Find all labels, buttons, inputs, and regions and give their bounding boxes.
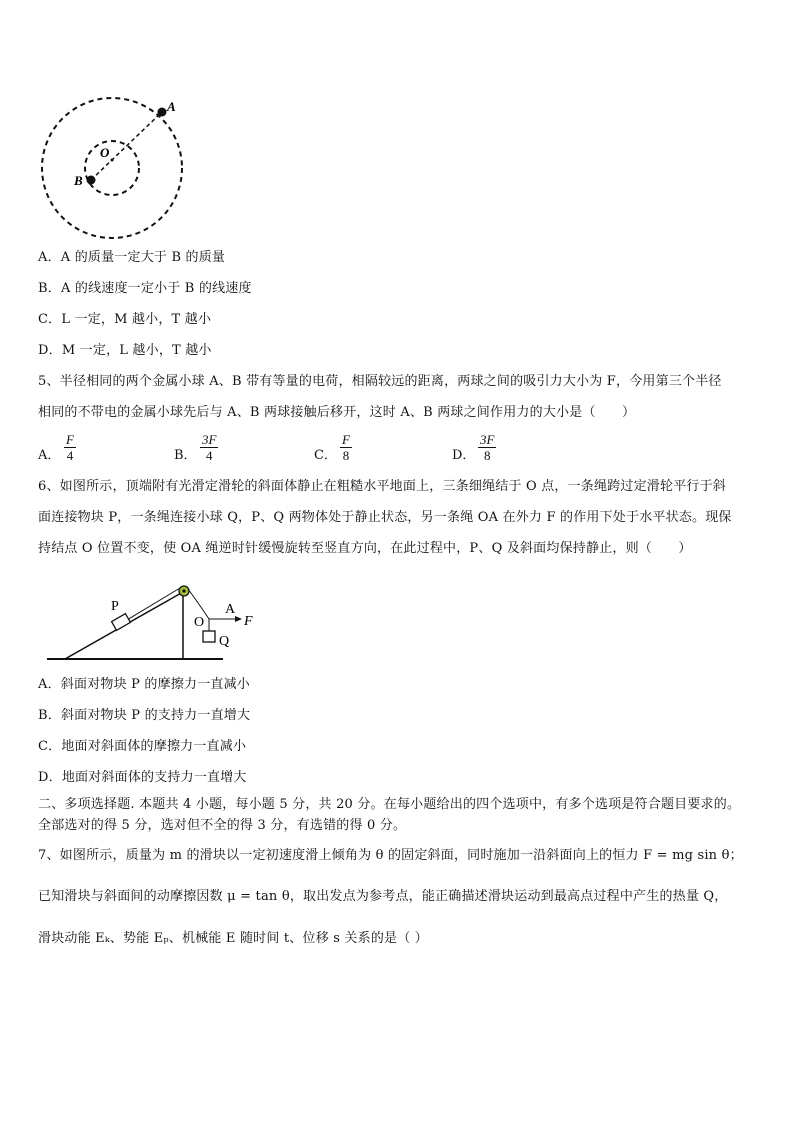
q6-stem-line1: 6、如图所示，顶端附有光滑定滑轮的斜面体静止在粗糙水平地面上，三条细绳结于 O 点，一条绳跨过定滑轮平行于斜 (38, 479, 726, 494)
point-b-dot (87, 176, 96, 185)
pulley-axle (182, 589, 185, 592)
q5-option-b-label: B． (174, 448, 197, 463)
q4-option-a: A．A 的质量一定大于 B 的质量 (38, 250, 226, 265)
q6-stem-line2: 面连接物块 P，一条绳连接小球 Q，P、Q 两物体处于静止状态，另一条绳 OA 在外力 F 的作用下处于水平状态。现保 (38, 510, 732, 525)
q6-option-c: C．地面对斜面体的摩擦力一直减小 (38, 739, 247, 754)
rope-to-p (127, 588, 180, 620)
q5-option-c-denominator: 8 (342, 448, 350, 463)
block-p (112, 614, 131, 631)
q7-stem-line2: 已知滑块与斜面间的动摩擦因数 μ = tan θ，取出发点为参考点，能正确描述滑块运动到最高点过程中产生的热量 Q， (38, 889, 728, 904)
label-o: O (194, 615, 205, 630)
incline-pulley-figure (45, 575, 275, 670)
force-arrowhead (235, 616, 242, 622)
q5-option-a-numerator: F (66, 432, 74, 447)
center-dot (111, 159, 114, 162)
q6-option-d: D．地面对斜面体的支持力一直增大 (38, 770, 247, 785)
label-o: O (100, 145, 110, 160)
q5-option-d-numerator: 3F (480, 432, 495, 447)
concentric-orbit-figure (30, 90, 200, 240)
label-b: B (74, 173, 83, 188)
q6-stem-line3: 持结点 O 位置不变，使 OA 绳逆时针缓慢旋转至竖直方向，在此过程中，P、Q 及斜面均保持静止，则（ ） (38, 541, 692, 556)
q5-option-a-fraction (64, 432, 76, 463)
q5-option-b-fraction (200, 432, 218, 463)
q5-option-d-label: D． (452, 448, 476, 463)
label-a: A (167, 99, 176, 114)
q4-option-d: D．M 一定，L 越小，T 越小 (38, 343, 212, 358)
label-q: Q (219, 634, 230, 649)
q5-stem-line1: 5、半径相同的两个金属小球 A、B 带有等量的电荷，相隔较远的距离，两球之间的吸引力大小为 F，今用第三个半径 (38, 374, 722, 389)
label-f: F (244, 614, 253, 629)
q6-option-b: B．斜面对物块 P 的支持力一直增大 (38, 708, 251, 723)
inner-orbit-circle (85, 141, 139, 195)
q5-option-c-label: C． (314, 448, 337, 463)
section2-heading-line1: 二、多项选择题. 本题共 4 小题，每小题 5 分，共 20 分。在每小题给出的四个选项中，有多个选项是符合题目要求的。 (38, 797, 741, 812)
q5-option-c-fraction (340, 432, 352, 463)
q7-stem-line3: 滑块动能 Eₖ、势能 Eₚ、机械能 E 随时间 t、位移 s 关系的是（ ） (38, 931, 428, 946)
point-a-dot (158, 108, 167, 117)
label-a: A (225, 602, 236, 617)
q5-option-c-numerator: F (342, 432, 350, 447)
q5-options (38, 432, 638, 472)
label-p: P (111, 599, 119, 614)
q6-option-a: A．斜面对物块 P 的摩擦力一直减小 (38, 677, 251, 692)
q5-option-a-denominator: 4 (66, 448, 74, 463)
q4-option-c: C．L 一定，M 越小，T 越小 (38, 312, 212, 327)
q7-stem-line1: 7、如图所示，质量为 m 的滑块以一定初速度滑上倾角为 θ 的固定斜面，同时施加一沿斜面向上的恒力 F = mg sin θ； (38, 848, 743, 863)
q5-stem-line2: 相同的不带电的金属小球先后与 A、B 两球接触后移开，这时 A、B 两球之间作用力的大小是（ ） (38, 405, 636, 420)
q5-option-a-label: A． (38, 448, 61, 463)
q4-option-b: B．A 的线速度一定小于 B 的线速度 (38, 281, 252, 296)
block-q (203, 631, 215, 642)
q5-option-d-fraction (478, 432, 496, 463)
q5-option-d-denominator: 8 (483, 448, 491, 463)
section2-heading-line2: 全部选对的得 5 分，选对但不全的得 3 分，有选错的得 0 分。 (38, 818, 407, 833)
outer-orbit-circle (42, 98, 182, 238)
q5-option-b-numerator: 3F (202, 432, 217, 447)
q5-option-b-denominator: 4 (205, 448, 213, 463)
